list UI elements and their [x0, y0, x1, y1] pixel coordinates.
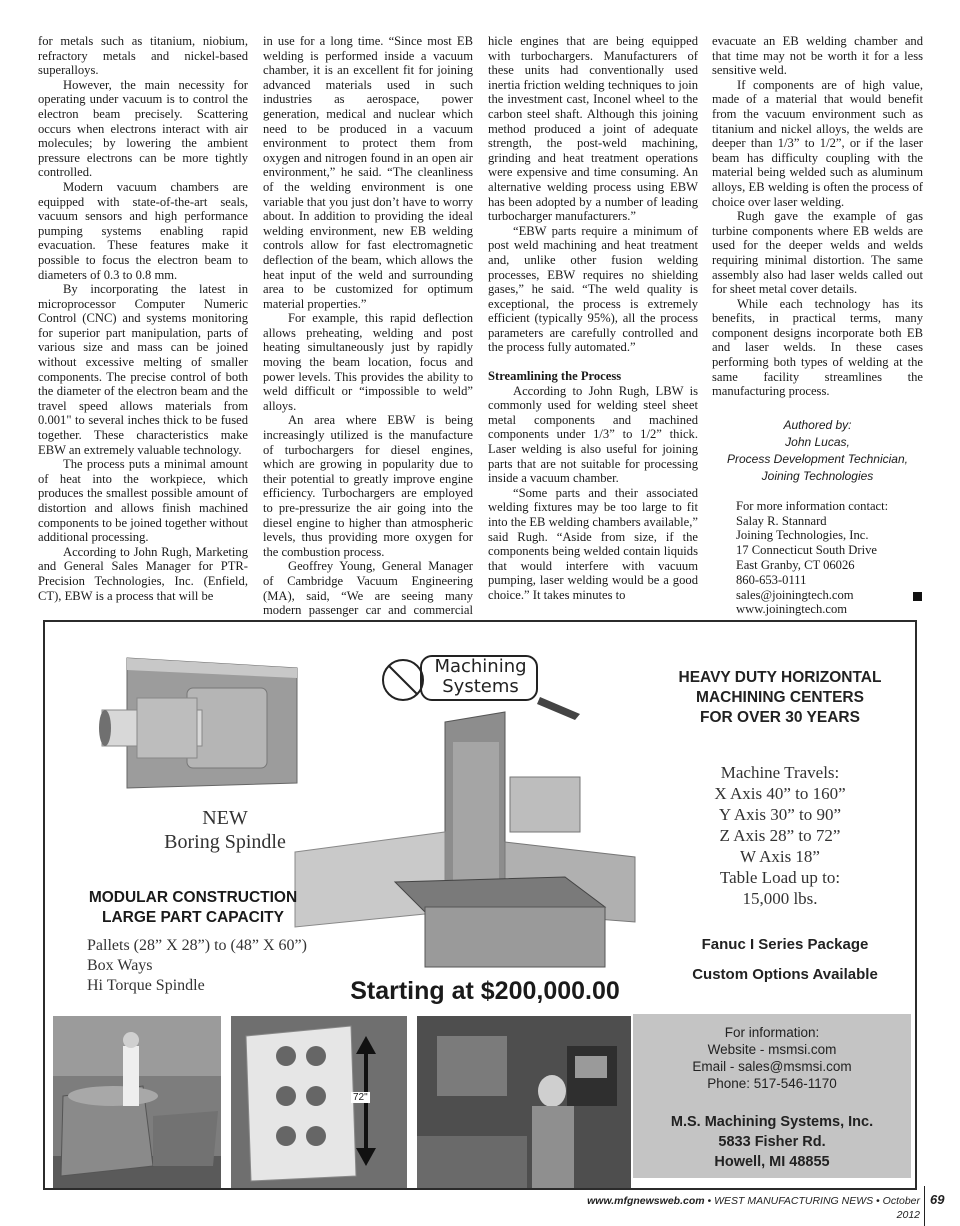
- author-line: Process Development Technician,: [727, 451, 908, 466]
- paragraph: for metals such as titanium, niobium, refractory metals and nickel-based superalloys.: [38, 34, 248, 78]
- website-line: Website - msmsi.com: [707, 1042, 837, 1057]
- modular-construction-heading: [63, 888, 323, 928]
- contact-website: www.joiningtech.com: [736, 602, 848, 617]
- paragraph: Modern vacuum chambers are equipped with state-of-the-art seals, vacuum sensors and high performance pumping systems enabling rapid evacuation. These features make it possible to focus the electron beam to diameters of 0.3 to 0.8 mm.: [38, 179, 248, 282]
- option-line: Custom Options Available: [692, 966, 878, 983]
- option-line: Fanuc I Series Package: [701, 936, 869, 953]
- city-state-zip: Howell, MI 48855: [714, 1154, 830, 1170]
- package-options: [665, 930, 905, 990]
- contact-line: For more information contact:: [736, 498, 889, 513]
- paragraph: While each technology has its benefits, in practical terms, many component designs incorporate both EB and laser welds. In these cases performing both types of welding at the same facility streamlines the manufacturing process.: [712, 296, 923, 399]
- footer-website: www.mfgnewsweb.com: [587, 1195, 705, 1207]
- paragraph: hicle engines that are being equipped with turbochargers. Manufacturers of these units had conventionally used inertia friction welding techniques to join the investment cast, Inconel wheel to the carbon steel shaft. Although this joining method produced a joint of adequate strength, the post-weld machining, grinding and heat treatment operations were expensive and time consuming. An alternative welding process using EBW has been adopted by a number of leading turbocharger manufacturers.”: [488, 34, 698, 224]
- footer-divider: [924, 1186, 925, 1226]
- paragraph: According to John Rugh, Marketing and General Sales Manager for PTR-Precision Technologies, Inc. (Enfield, CT), EBW is a process that will be: [38, 544, 248, 603]
- heading-line: LARGE PART CAPACITY: [102, 909, 284, 926]
- company-name: M.S. Machining Systems, Inc.: [670, 1114, 874, 1130]
- author-line: Authored by:: [783, 417, 852, 432]
- caption-line: Boring Spindle: [164, 831, 286, 853]
- part-dimension-photo: [231, 1016, 407, 1188]
- casting-photo: [53, 1016, 221, 1188]
- page-footer: [580, 1194, 920, 1222]
- headline-line: MACHINING CENTERS: [696, 689, 864, 706]
- spec-line: Machine Travels:: [720, 763, 840, 782]
- footer-publication: • WEST MANUFACTURING NEWS • October 2012: [704, 1195, 920, 1221]
- heading-line: MODULAR CONSTRUCTION: [88, 889, 298, 906]
- machine-travels-specs: [685, 762, 875, 909]
- dimension-label: 72": [353, 1092, 368, 1103]
- feature-item: Pallets (28” X 28”) to (48” X 60”): [87, 937, 307, 954]
- section-subheading: Streamlining the Process: [488, 369, 622, 384]
- operator-photo: [417, 1016, 631, 1188]
- spec-line: W Axis 18”: [740, 847, 820, 866]
- contact-info-box: [633, 1014, 911, 1178]
- paragraph: An area where EBW is being increasingly utilized is the manufacture of turbochargers for diesel engines, which are growing in popularity due to their potential to greatly improve engine efficiency. Turbochargers are employed to pre-pressurize the air going into the diesel engine to higher than atmospheric levels, thus providing more oxygen for the combustion process.: [263, 413, 473, 559]
- contact-email: sales@joiningtech.com: [736, 587, 854, 602]
- feature-item: Hi Torque Spindle: [87, 977, 205, 994]
- author-line: Joining Technologies: [761, 468, 874, 483]
- feature-item: Box Ways: [87, 957, 153, 974]
- article-column-1: [38, 34, 248, 603]
- author-line: John Lucas,: [785, 434, 850, 449]
- contact-line: 17 Connecticut South Drive: [736, 543, 877, 558]
- end-of-article-mark: [913, 592, 922, 601]
- phone-line: Phone: 517-546-1170: [707, 1076, 837, 1091]
- logo-line: Systems: [442, 676, 519, 697]
- spec-line: X Axis 40” to 160”: [714, 784, 846, 803]
- paragraph: According to John Rugh, LBW is commonly used for welding steel sheet metal components and machined components under 1/3” to 1/2” thick. Laser welding is also useful for joining parts that are not suitable for processing inside a vacuum chamber.: [488, 383, 698, 486]
- contact-phone: 860-653-0111: [736, 572, 807, 587]
- paragraph: The process puts a minimal amount of heat into the workpiece, which produces the smallest possible amount of distortion and allows finish machined components to be joined together without additional processing.: [38, 457, 248, 545]
- contact-line: East Granby, CT 06026: [736, 558, 855, 573]
- contact-line: Salay R. Stannard: [736, 513, 827, 528]
- paragraph: in use for a long time. “Since most EB welding is performed inside a vacuum chamber, it is an excellent fit for joining advanced materials used in such industries as aerospace, power generation, medical and nuclear which need to be produced in a vacuum environment to protect them from oxygen and nitrogen found in an open air environment,” he said. “The cleanliness of the welding environment is one variable that you just don’t have to worry about. In addition to providing the ideal welding environment, new EB welding controls allow for fast electromagnetic deflection of the beam, which allows the heat input of the weld and surrounding area to be customized for optimum material properties.”: [263, 34, 473, 311]
- page-number: 69: [930, 1192, 945, 1207]
- article-column-3: [488, 34, 698, 603]
- article-column-4: [712, 34, 923, 617]
- paragraph: “EBW parts require a minimum of post weld machining and heat treatment and, unlike other fusion welding processes, EBW requires no shielding gases,” he said. “The weld quality is exceptional, the process is extremely efficient (typically 95%), all the process parameters are carefully controlled and the process fully automated.”: [488, 223, 698, 355]
- advertisement: [43, 620, 917, 1190]
- logo-line: Machining: [434, 656, 527, 677]
- info-line: For information:: [724, 1025, 820, 1040]
- headline-line: FOR OVER 30 YEARS: [700, 709, 860, 726]
- paragraph: Geoffrey Young, General Manager of Cambridge Vacuum Engineering (MA), said, “We are seeing many modern passenger car and commercial: [263, 559, 473, 618]
- caption-line: NEW: [202, 807, 248, 829]
- contact-info: [633, 1024, 911, 1092]
- author-credit: [712, 417, 923, 485]
- paragraph: Rugh gave the example of gas turbine components where EB welds are used for the deeper welds and welds requiring minimal distortion. The same assembly also had laser welds called out for sheet metal cover details.: [712, 209, 923, 297]
- article-column-2: [263, 34, 473, 632]
- paragraph: evacuate an EB welding chamber and that time may not be worth it for a less sensitive weld.: [712, 34, 923, 78]
- contact-block: [712, 499, 923, 617]
- email-line: Email - sales@msmsi.com: [692, 1059, 852, 1074]
- street-address: 5833 Fisher Rd.: [718, 1134, 826, 1150]
- feature-list: [87, 936, 347, 996]
- paragraph: By incorporating the latest in microprocessor Computer Numeric Control (CNC) and systems monitoring for superior part manipulation, parts of various size and mass can be joined without excessive melting of smaller components. The precise control of both the diameter of the electron beam and the travel speed allows materials from 0.001" to several inches thick to be fused together. These characteristics make EBW an extremely valuable technology.: [38, 282, 248, 457]
- logo-wordmark: [423, 657, 538, 697]
- company-address: [633, 1112, 911, 1172]
- spec-line: Z Axis 28” to 72”: [719, 826, 841, 845]
- starting-price: Starting at $200,000.00: [350, 977, 620, 1005]
- spec-line: 15,000 lbs.: [742, 889, 818, 908]
- paragraph: “Some parts and their associated welding fixtures may be too large to fit into the EB welding chambers available,” said Rugh. “Aside from size, if the components being welded contain liquids that would interfere with vacuum pumping, laser welding would be a good choice.” It takes minutes to: [488, 485, 698, 602]
- paragraph: For example, this rapid deflection allows preheating, welding and post heating simultaneously just by rapidly moving the beam location, focus and power levels. This provides the ability to weld difficult or “impossible to weld” alloys.: [263, 311, 473, 413]
- paragraph: However, the main necessity for operating under vacuum is to control the electron beam precisely. Scattering occurs when electrons interact with air molecules; by lowering the ambient pressure electrons can be more tightly controlled.: [38, 77, 248, 180]
- spec-line: Y Axis 30” to 90”: [718, 805, 842, 824]
- spec-line: Table Load up to:: [719, 868, 841, 887]
- headline-line: HEAVY DUTY HORIZONTAL: [678, 669, 882, 686]
- machining-systems-logo: [375, 652, 585, 722]
- paragraph: If components are of high value, made of a material that would benefit from the vacuum environment such as titanium and nickel alloys, the welds are deeper than 1/3” to 1/2”, or if the laser beam has difficulty coupling with the material being welded such as aluminum alloys, EB welding is often the process of choice over laser welding.: [712, 77, 923, 209]
- new-spindle-caption: [105, 806, 345, 854]
- ad-headline: [665, 668, 895, 728]
- contact-line: Joining Technologies, Inc.: [736, 528, 869, 543]
